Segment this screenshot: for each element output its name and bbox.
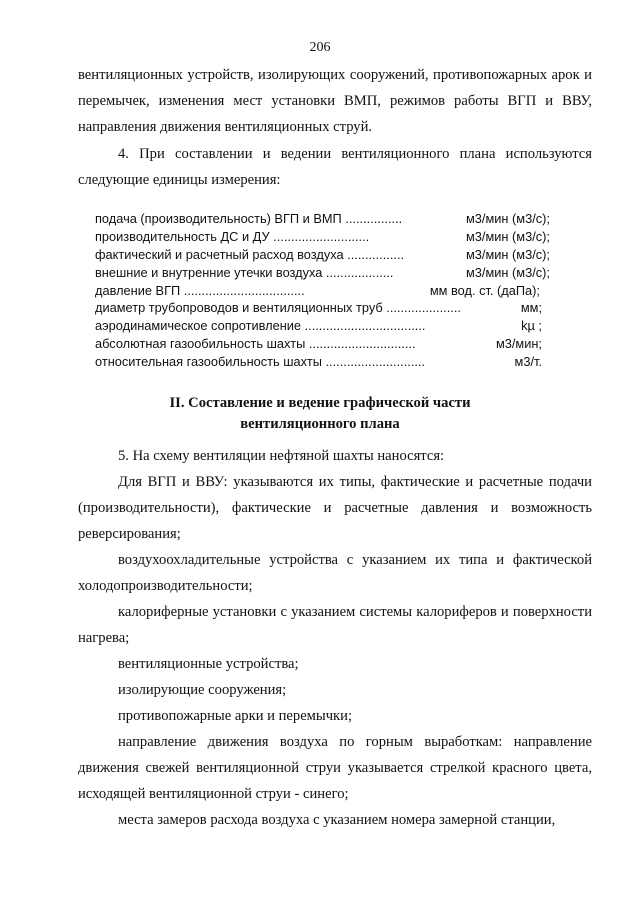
unit-label: относительная газообильность шахты ............................ bbox=[95, 354, 426, 370]
unit-row bbox=[95, 353, 550, 371]
list-item: противопожарные арки и перемычки; bbox=[118, 708, 353, 724]
section-heading-line-1: II. Составление и ведение графической части bbox=[169, 395, 471, 411]
unit-value: мм; bbox=[520, 300, 542, 316]
unit-label: фактический и расчетный расход воздуха ................ bbox=[95, 246, 405, 262]
unit-value: м3/т. bbox=[514, 354, 542, 370]
section-heading bbox=[0, 393, 640, 435]
point-5-paragraph: 5. На схему вентиляции нефтяной шахты наносятся: bbox=[118, 448, 445, 464]
intro-paragraph: вентиляционных устройств, изолирующих сооружений, противопожарных арок и перемычек, изменения мест установки ВМП, режимов работы ВГП и ВВУ, направления движения вентиляционных струй. bbox=[78, 67, 592, 135]
unit-value: м3/мин (м3/с); bbox=[466, 264, 550, 280]
page-number: 206 bbox=[309, 40, 331, 55]
unit-row bbox=[95, 210, 550, 228]
unit-label: давление ВГП .................................. bbox=[95, 282, 305, 298]
list-item: изолирующие сооружения; bbox=[118, 682, 287, 698]
unit-row bbox=[95, 299, 550, 317]
unit-value: м3/мин (м3/с); bbox=[466, 228, 550, 244]
unit-row bbox=[95, 228, 550, 246]
unit-row bbox=[95, 282, 550, 300]
list-item: воздухоохладительные устройства с указанием их типа и фактической холодопроизводительности; bbox=[78, 552, 592, 594]
list-item: вентиляционные устройства; bbox=[118, 656, 299, 672]
units-list bbox=[95, 210, 550, 371]
unit-value: мм вод. ст. (даПа); bbox=[429, 282, 540, 298]
unit-row bbox=[95, 246, 550, 264]
unit-value: м3/мин (м3/с); bbox=[466, 211, 550, 226]
unit-label: производительность ДС и ДУ ........................... bbox=[95, 228, 370, 244]
list-item: Для ВГП и ВВУ: указываются их типы, фактические и расчетные подачи (производительности), фактические и расчетные давления и возможность реверсирования; bbox=[78, 474, 592, 542]
list-item: места замеров расхода воздуха с указанием номера замерной станции, bbox=[118, 812, 556, 828]
unit-row bbox=[95, 335, 550, 353]
unit-label: аэродинамическое сопротивление .................................. bbox=[95, 318, 426, 334]
unit-label: подача (производительность) ВГП и ВМП ................ bbox=[95, 211, 403, 226]
list-item: направление движения воздуха по горным выработкам: направление движения свежей вентиляционной струи указывается стрелкой красного цвета, исходящей вентиляционной струи - синего; bbox=[78, 734, 592, 802]
unit-row bbox=[95, 264, 550, 282]
unit-value: м3/мин; bbox=[495, 336, 542, 352]
unit-label: абсолютная газообильность шахты .............................. bbox=[95, 336, 416, 352]
unit-row bbox=[95, 317, 550, 335]
list-item: калориферные установки с указанием системы калориферов и поверхности нагрева; bbox=[78, 604, 592, 646]
point-4-paragraph: 4. При составлении и ведении вентиляционного плана используются следующие единицы измерения: bbox=[78, 146, 592, 188]
section-heading-line-2: вентиляционного плана bbox=[240, 416, 400, 432]
unit-label: диаметр трубопроводов и вентиляционных труб ..................... bbox=[95, 300, 461, 316]
unit-value: м3/мин (м3/с); bbox=[466, 246, 550, 262]
unit-value: kµ ; bbox=[521, 318, 542, 334]
unit-label: внешние и внутренние утечки воздуха ................... bbox=[95, 264, 394, 280]
